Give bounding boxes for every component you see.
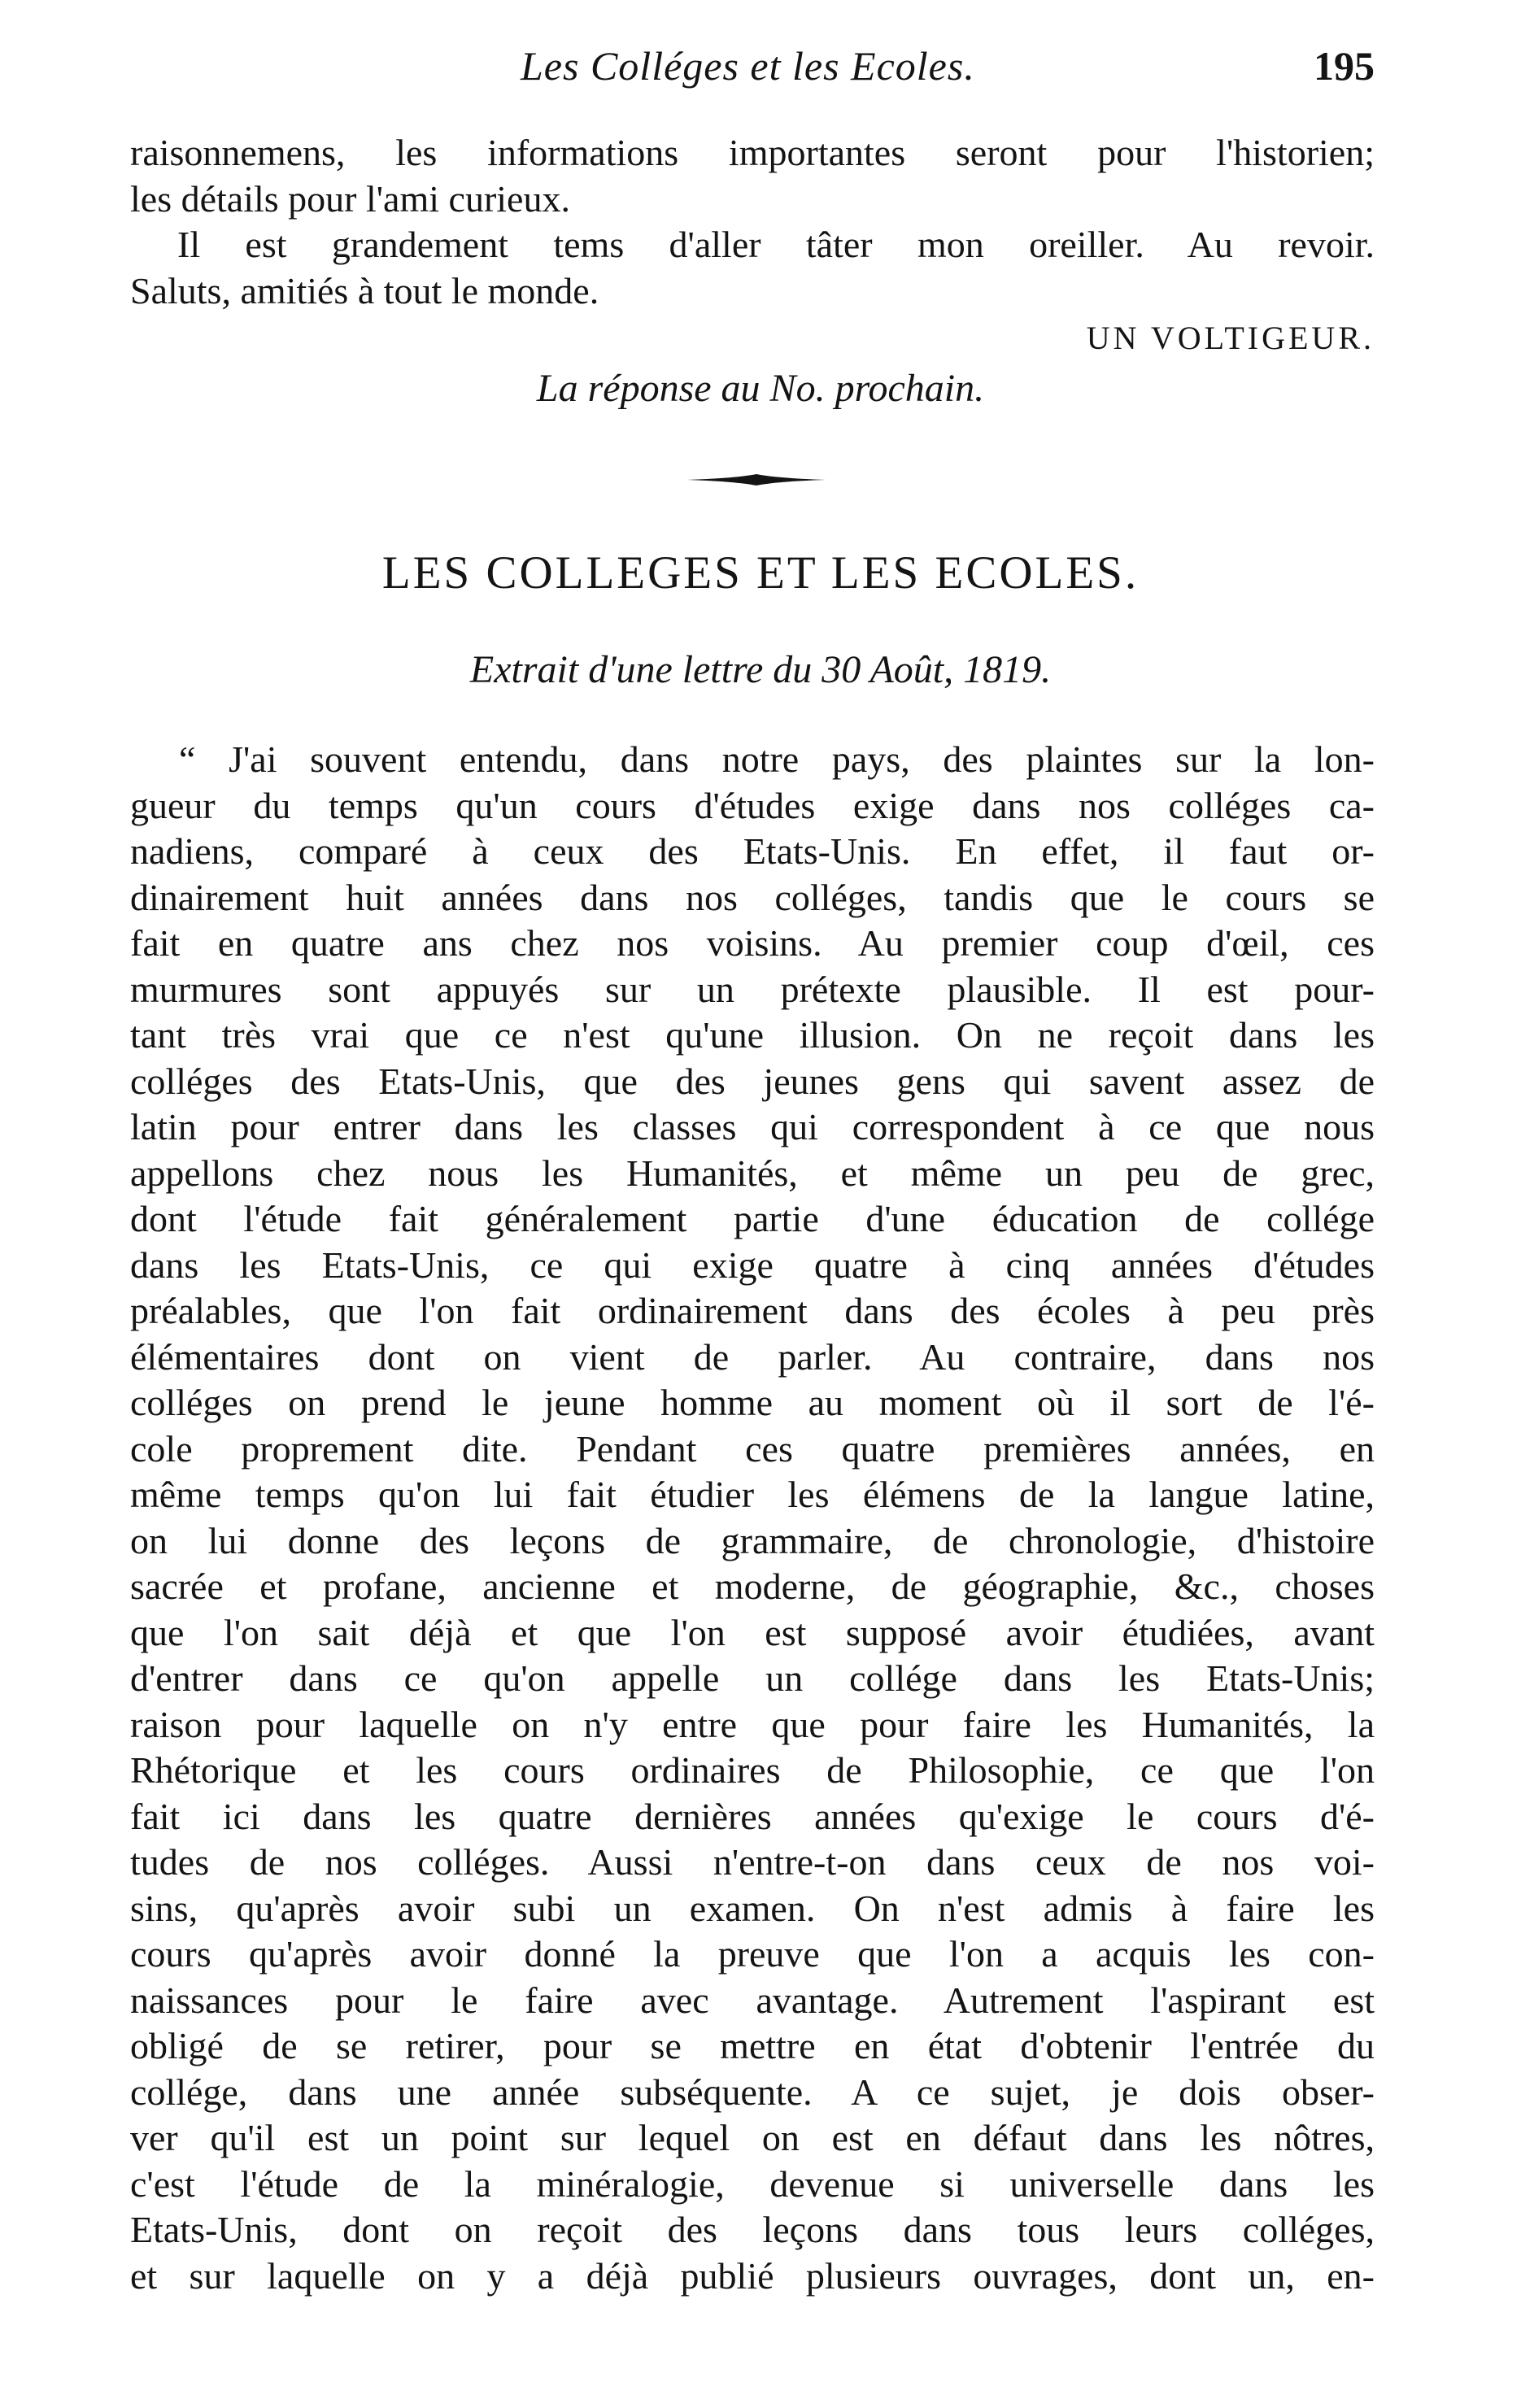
body-line: collége, dans une année subséquente. A ce sujet, je dois obser- (130, 2071, 1375, 2113)
body-line: on lui donne des leçons de grammaire, de chronologie, d'histoire (130, 1519, 1375, 1561)
letter-ending (130, 130, 1375, 314)
body-line: obligé de se retirer, pour se mettre en état d'obtenir l'entrée du (130, 2025, 1375, 2066)
body-line: sins, qu'après avoir subi un examen. On n'est admis à faire les (130, 1887, 1375, 1929)
body-line: dans les Etats-Unis, ce qui exige quatre à cinq années d'études (130, 1243, 1375, 1286)
body-line: cole proprement dite. Pendant ces quatre premières années, en (130, 1427, 1375, 1470)
body-line: Rhétorique et les cours ordinaires de Philosophie, ce que l'on (130, 1749, 1375, 1791)
section-divider-ornament (687, 472, 826, 488)
reply-note: La réponse au No. prochain. (536, 367, 985, 410)
body-line: que l'on sait déjà et que l'on est supposé avoir étudiées, avant (130, 1611, 1375, 1653)
body-line: latin pour entrer dans les classes qui correspondent à ce que nous (130, 1106, 1375, 1147)
body-line: élémentaires dont on vient de parler. Au contraire, dans nos (130, 1335, 1375, 1378)
body-line: naissances pour le faire avec avantage. Autrement l'aspirant est (130, 1979, 1375, 2021)
body-line: gueur du temps qu'un cours d'études exige dans nos colléges ca- (130, 784, 1375, 826)
page-number: 195 (1314, 43, 1375, 89)
body-line: nadiens, comparé à ceux des Etats-Unis. En effet, il faut or- (130, 830, 1375, 872)
body-line: d'entrer dans ce qu'on appelle un collége dans les Etats-Unis; (130, 1657, 1375, 1699)
running-title: Les Colléges et les Ecoles. (521, 43, 975, 89)
body-line: dont l'étude fait généralement partie d'une éducation de collége (130, 1198, 1375, 1239)
article-subtitle: Extrait d'une lettre du 30 Août, 1819. (469, 648, 1052, 691)
body-line: tudes de nos colléges. Aussi n'entre-t-on dans ceux de nos voi- (130, 1841, 1375, 1883)
body-line: “ J'ai souvent entendu, dans notre pays, des plaintes sur la lon- (179, 738, 1375, 780)
body-line: fait ici dans les quatre dernières années qu'exige le cours d'é- (130, 1795, 1375, 1837)
body-line: colléges des Etats-Unis, que des jeunes gens qui savent assez de (130, 1060, 1375, 1102)
body-line: même temps qu'on lui fait étudier les élémens de la langue latine, (130, 1474, 1375, 1515)
running-head (130, 42, 1375, 99)
body-line: préalables, que l'on fait ordinairement dans des écoles à peu près (130, 1290, 1375, 1331)
body-line: c'est l'étude de la minéralogie, devenue si universelle dans les (130, 2162, 1375, 2205)
body-line: fait en quatre ans chez nos voisins. Au premier coup d'œil, ces (130, 922, 1375, 964)
letter-signature: UN VOLTIGEUR. (1086, 320, 1375, 356)
body-line: murmures sont appuyés sur un prétexte plausible. Il est pour- (130, 968, 1375, 1010)
body-line: raison pour laquelle on n'y entre que pour faire les Humanités, la (130, 1703, 1375, 1745)
article-title: LES COLLEGES ET LES ECOLES. (381, 547, 1140, 599)
body-line: Etats-Unis, dont on reçoit des leçons dans tous leurs colléges, (130, 2209, 1375, 2250)
body-line: tant très vrai que ce n'est qu'une illusion. On ne reçoit dans les (130, 1014, 1375, 1056)
body-line: ver qu'il est un point sur lequel on est en défaut dans les nôtres, (130, 2117, 1375, 2158)
body-line: et sur laquelle on y a déjà publié plusieurs ouvrages, dont un, en- (130, 2254, 1375, 2297)
body-line: dinairement huit années dans nos colléges, tandis que le cours se (130, 876, 1375, 918)
body-line: colléges on prend le jeune homme au moment où il sort de l'é- (130, 1382, 1375, 1423)
letter-line: Il est grandement tems d'aller tâter mon oreiller. Au revoir. (177, 224, 1375, 265)
letter-line: Saluts, amitiés à tout le monde. (130, 269, 599, 311)
letter-line: raisonnemens, les informations importantes seront pour l'historien; (130, 132, 1375, 173)
body-line: appellons chez nous les Humanités, et même un peu de grec, (130, 1152, 1375, 1194)
body-line: cours qu'après avoir donné la preuve que l'on a acquis les con- (130, 1933, 1375, 1975)
letter-line: les détails pour l'ami curieux. (130, 177, 570, 220)
body-line: sacrée et profane, ancienne et moderne, de géographie, &c., choses (130, 1565, 1375, 1607)
article-body (130, 737, 1375, 2299)
